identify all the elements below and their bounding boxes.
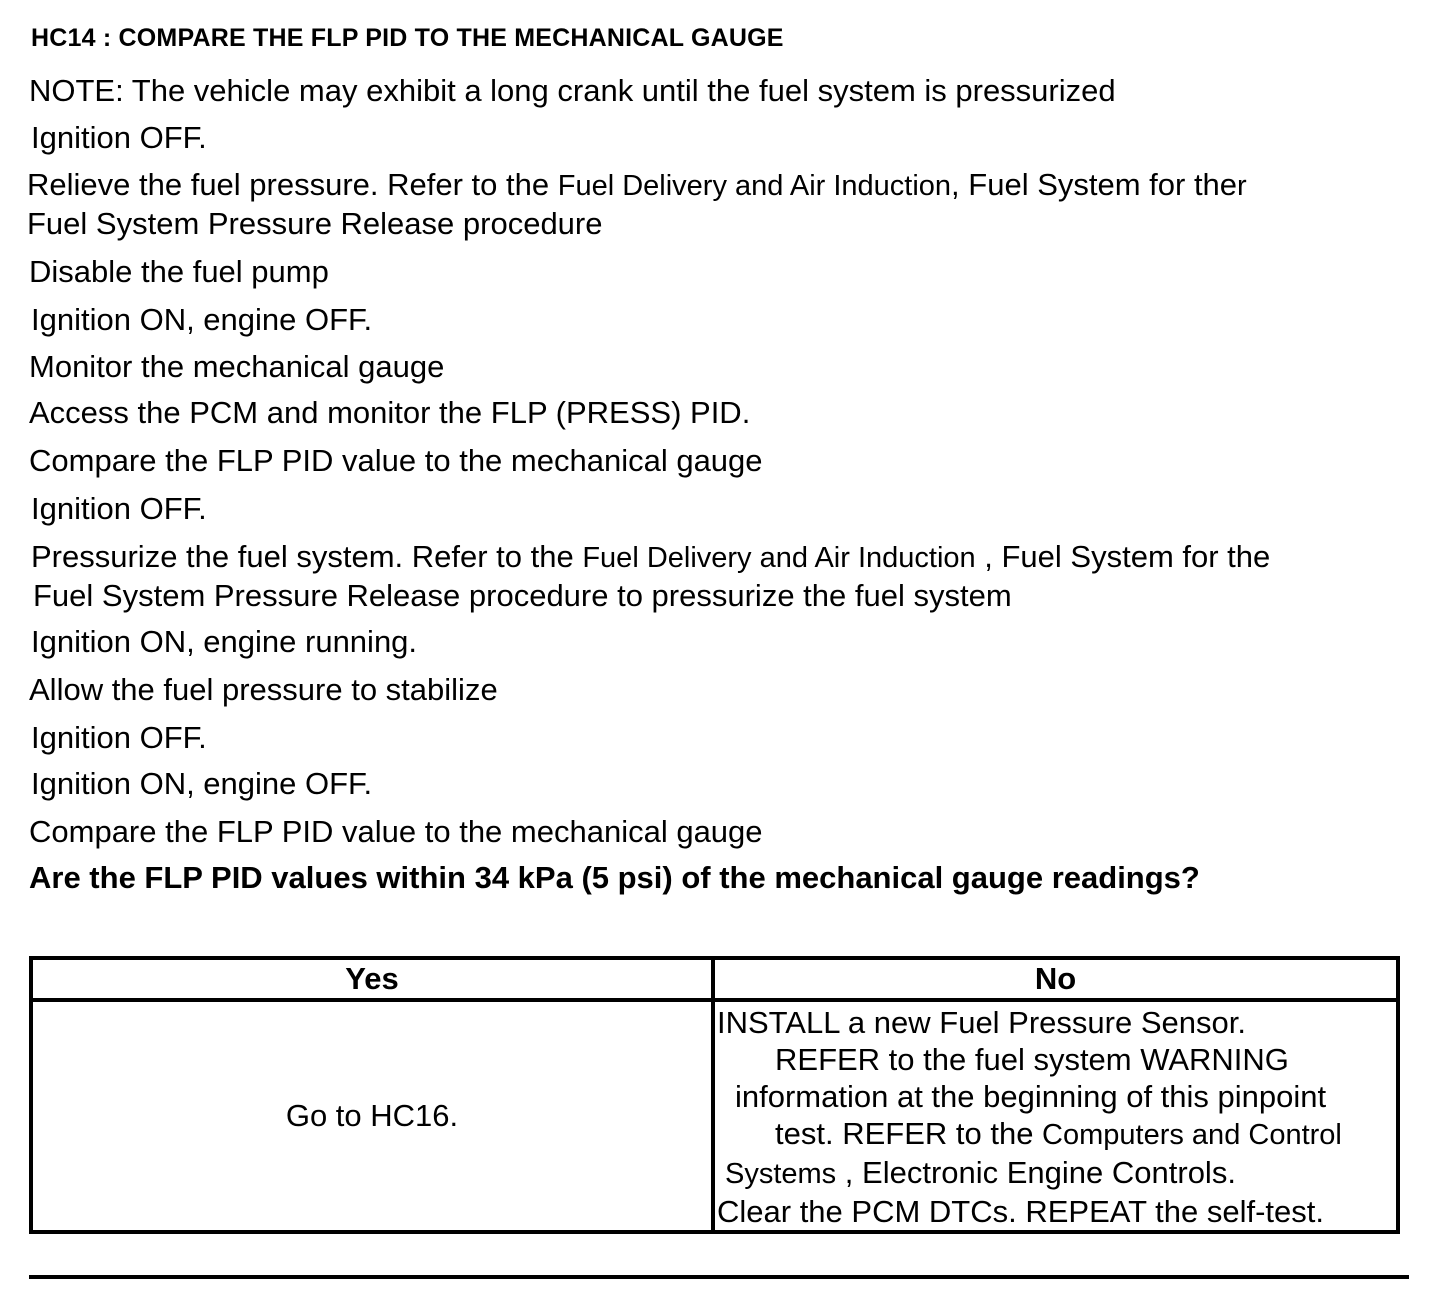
step-compare-1: Compare the FLP PID value to the mechanical gauge [29,443,763,478]
step-relieve-pressure-line1c: , Fuel System for the [951,167,1238,202]
header-yes: Yes [31,958,713,1000]
fuel-delivery-reference: Fuel Delivery and Air Induction [557,170,952,202]
step-relieve-pressure-line1d: r [1237,170,1247,202]
computers-control-reference: Computers and Control [1042,1119,1342,1151]
table-header-row [31,958,1398,1000]
step-compare-2: Compare the FLP PID value to the mechanical gauge [29,814,763,849]
no-action [713,1000,1398,1232]
procedure-title: HC14 : COMPARE THE FLP PID TO THE MECHANICAL GAUGE [31,24,784,52]
step-monitor-gauge: Monitor the mechanical gauge [29,349,445,384]
no-line-4 [715,1115,1396,1154]
step-access-pcm: Access the PCM and monitor the FLP (PRESS) PID. [29,395,751,430]
step-pressurize-line1c: , Fuel System for the [975,539,1271,574]
step-stabilize: Allow the fuel pressure to stabilize [29,672,498,707]
no-line-3: information at the beginning of this pinpoint [735,1079,1327,1114]
step-note: NOTE: The vehicle may exhibit a long crank until the fuel system is pressurized [29,73,1116,108]
step-relieve-pressure-line1a: Relieve the fuel pressure. Refer to the [27,167,558,202]
step-relieve-pressure [27,166,1247,242]
result-table [29,956,1400,1234]
yes-action: Go to HC16. [31,1000,713,1232]
header-no: No [713,958,1398,1000]
no-line-2: REFER to the fuel system WARNING [775,1042,1289,1077]
step-relieve-pressure-line2: Fuel System Pressure Release procedure [27,206,603,241]
step-ignition-off-2: Ignition OFF. [31,491,207,526]
step-ignition-on-engine-off-1: Ignition ON, engine OFF. [31,302,373,337]
step-ignition-on-engine-off-2: Ignition ON, engine OFF. [31,766,373,801]
bottom-divider [29,1275,1409,1279]
step-pressurize [31,538,1270,614]
no-line-6: Clear the PCM DTCs. REPEAT the self-test. [717,1194,1324,1229]
step-ignition-off-1: Ignition OFF. [31,120,207,155]
no-line-5 [715,1154,1396,1193]
no-line-5b: , Electronic Engine Controls. [836,1155,1236,1190]
step-pressurize-line1a: Pressurize the fuel system. Refer to the [31,539,583,574]
table-row [31,1000,1398,1232]
fuel-delivery-reference-2: Fuel Delivery and Air Induction [582,542,976,574]
systems-reference: Systems [725,1158,837,1190]
no-line-4a: test. REFER to the [775,1116,1043,1151]
step-disable-pump: Disable the fuel pump [29,254,329,289]
step-ignition-off-3: Ignition OFF. [31,720,207,755]
step-ignition-on-running: Ignition ON, engine running. [31,624,418,659]
decision-question: Are the FLP PID values within 34 kPa (5 psi) of the mechanical gauge readings? [29,860,1200,895]
no-line-1: INSTALL a new Fuel Pressure Sensor. [717,1005,1246,1040]
step-pressurize-line2: Fuel System Pressure Release procedure to pressurize the fuel system [33,578,1012,613]
